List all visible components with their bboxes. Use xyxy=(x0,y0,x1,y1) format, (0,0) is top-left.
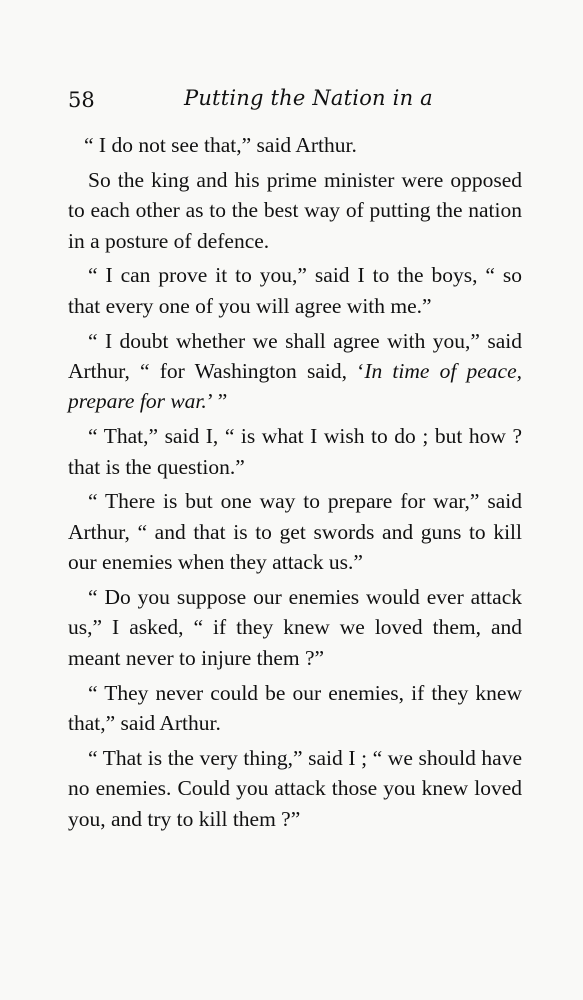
paragraph-4-closing: ’ ” xyxy=(206,389,228,414)
page-number: 58 xyxy=(68,88,95,112)
running-head xyxy=(68,82,524,122)
body-text xyxy=(68,130,522,838)
paragraph-5: “ That,” said I, “ is what I wish to do ; but how ? that is the question.” xyxy=(68,424,522,479)
paragraph-6: “ There is but one way to prepare for war,” said Arthur, “ and that is to get swords and guns to kill our enemies when they attack us.” xyxy=(68,489,522,575)
paragraph-2: So the king and his prime minister were opposed to each other as to the best way of putting the nation in a posture of defence. xyxy=(68,167,522,253)
paragraph-9: “ That is the very thing,” said I ; “ we should have no enemies. Could you attack those you knew loved you, and try to kill them ?” xyxy=(68,745,522,831)
paragraph-1: “ I do not see that,” said Arthur. xyxy=(84,133,357,157)
running-title: Putting the Nation in a xyxy=(184,86,433,110)
paragraph-4 xyxy=(68,326,522,417)
paragraph-8: “ They never could be our enemies, if they knew that,” said Arthur. xyxy=(68,680,522,736)
paragraph-7: “ Do you suppose our enemies would ever attack us,” I asked, “ if they knew we loved them, and meant never to injure them ?” xyxy=(68,585,522,670)
paragraph-4-text: “ I doubt whether we shall agree with you,” said Arthur, “ for Washington said, ‘ xyxy=(68,328,522,384)
paragraph-3: “ I can prove it to you,” said I to the boys, “ so that every one of you will agree with me.” xyxy=(68,263,522,318)
italic-quotation: In time of peace, prepare for war. xyxy=(68,359,523,414)
